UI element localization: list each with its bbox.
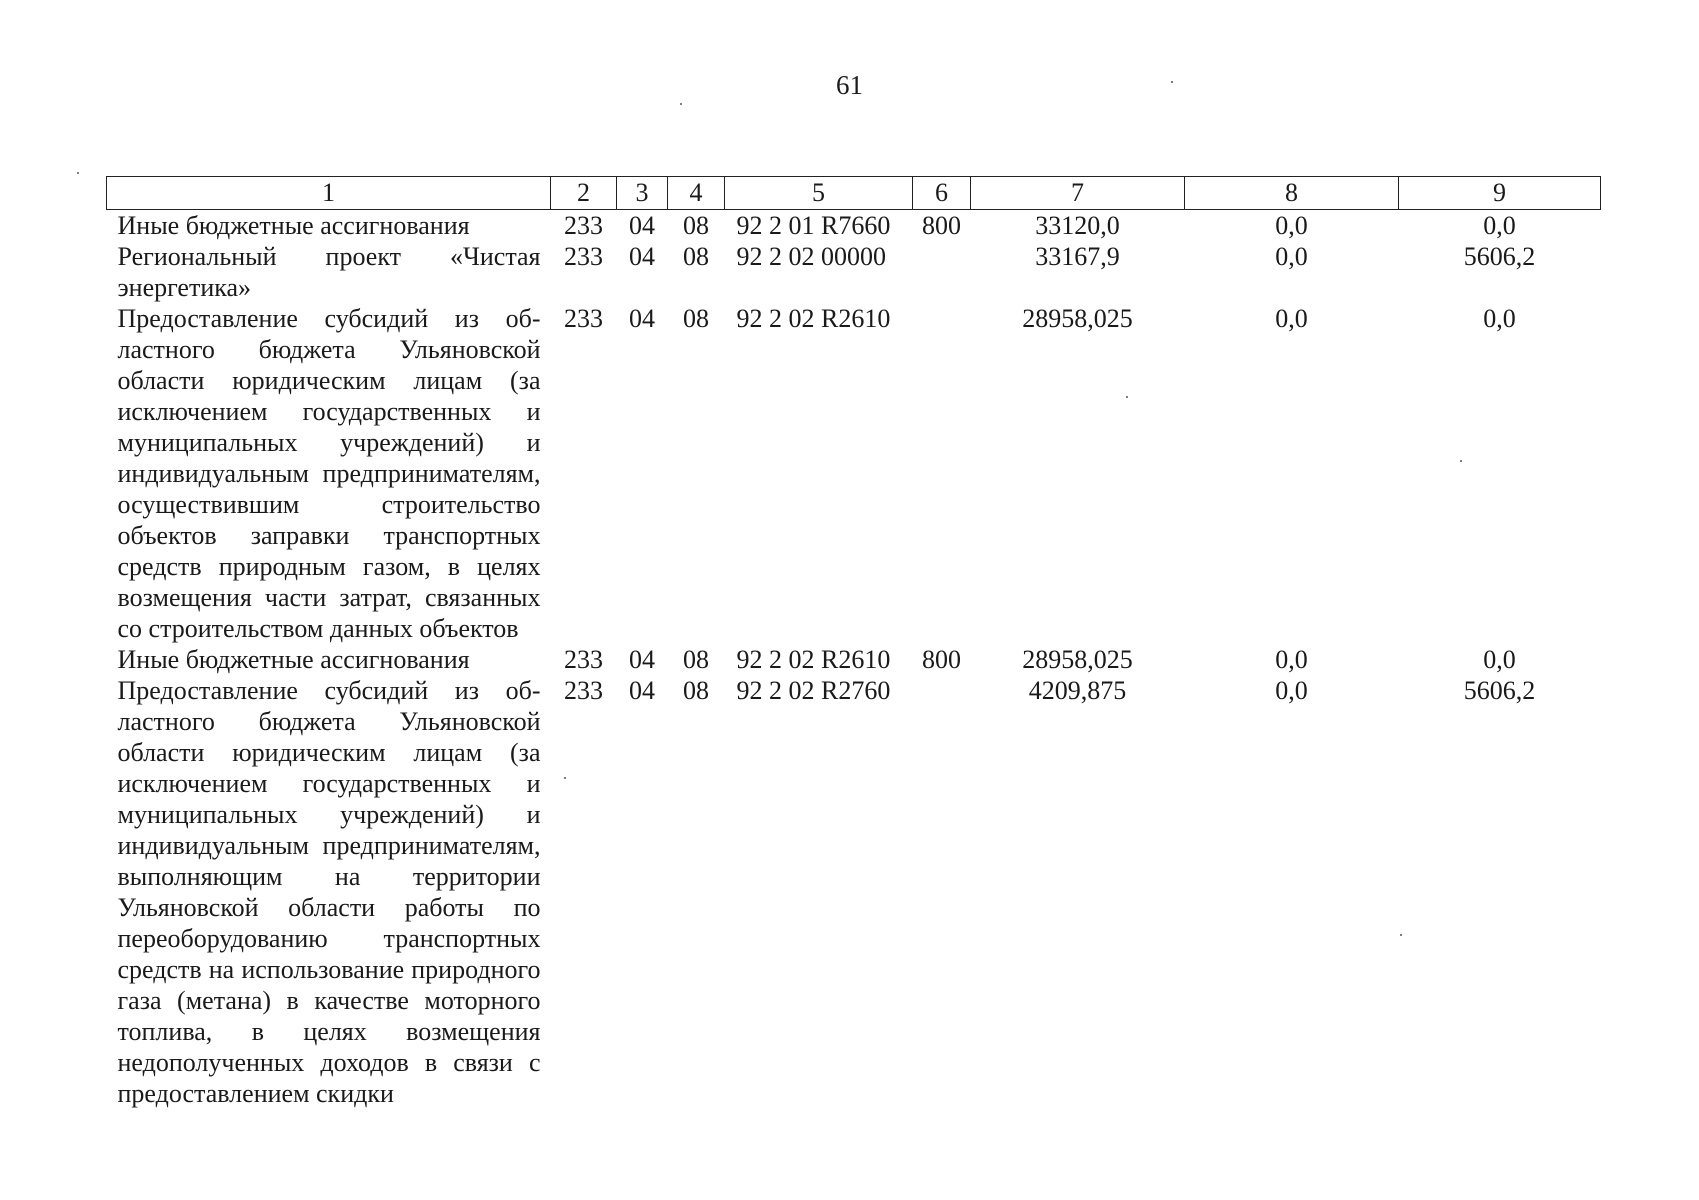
table-row [107, 644, 1601, 675]
cell-col-7: 4209,875 [1028, 676, 1127, 705]
row-description: Предоставление субсидий из областного бюджета Ульяновской области юридическим лицам (за исключением государственных и муниципальных учреждений) и индивидуальным предпринимателям, осуществившим строительство объектов заправки транспортных средств природным газом, в целях возмещения части затрат, связанных со строительством данных объектов [117, 304, 541, 643]
cell-col-8: 0,0 [1275, 211, 1308, 240]
cell-col-6 [913, 675, 971, 1109]
column-header-4: 4 [668, 177, 725, 210]
table-row [107, 241, 1601, 303]
cell-col-9: 5606,2 [1463, 676, 1536, 705]
column-header-1: 1 [107, 177, 551, 210]
cell-col-9: 0,0 [1483, 304, 1516, 333]
cell-col-8: 0,0 [1275, 676, 1308, 705]
cell-col-2: 233 [564, 211, 603, 240]
column-header-5: 5 [725, 177, 913, 210]
row-description: Иные бюджетные ассигнования [117, 645, 470, 674]
table-row [107, 303, 1601, 644]
cell-col-9: 5606,2 [1463, 242, 1536, 271]
cell-col-3: 04 [629, 211, 655, 240]
cell-col-4: 08 [683, 304, 709, 333]
budget-table [106, 176, 1601, 1109]
cell-col-4: 08 [683, 211, 709, 240]
cell-col-5: 92 2 02 R2610 [736, 304, 891, 333]
column-number-row [107, 177, 1601, 210]
page-number: 61 [836, 70, 863, 100]
scan-speck [1171, 81, 1173, 83]
cell-col-6: 800 [922, 211, 961, 240]
cell-col-7: 28958,025 [1022, 304, 1133, 333]
cell-col-2: 233 [564, 242, 603, 271]
cell-col-5: 92 2 02 R2610 [736, 645, 891, 674]
cell-col-2: 233 [564, 645, 603, 674]
cell-col-6: 800 [922, 645, 961, 674]
column-header-8: 8 [1185, 177, 1399, 210]
cell-col-7: 28958,025 [1022, 645, 1133, 674]
cell-col-9: 0,0 [1483, 645, 1516, 674]
cell-col-3: 04 [629, 676, 655, 705]
cell-col-5: 92 2 02 00000 [736, 242, 886, 271]
row-description: Иные бюджетные ассигнования [117, 211, 470, 240]
cell-col-5: 92 2 02 R2760 [736, 676, 891, 705]
row-description: Предоставление субсидий из областного бюджета Ульяновской области юридическим лицам (за исключением государственных и муниципальных учреждений) и индивидуальным предпринимателям, выполняющим на территории Ульяновской области работы по переоборудованию транспортных средств на использование природного газа (метана) в качестве моторного топлива, в целях возмещения недополученных доходов в связи с предоставлением скидки [117, 676, 541, 1108]
cell-col-7: 33167,9 [1035, 242, 1120, 271]
cell-col-4: 08 [683, 242, 709, 271]
column-header-7: 7 [971, 177, 1185, 210]
scan-speck [680, 103, 682, 105]
cell-col-5: 92 2 01 R7660 [736, 211, 891, 240]
scan-speck [77, 172, 79, 174]
column-header-2: 2 [551, 177, 617, 210]
cell-col-3: 04 [629, 645, 655, 674]
cell-col-8: 0,0 [1275, 242, 1308, 271]
cell-col-8: 0,0 [1275, 304, 1308, 333]
cell-col-2: 233 [564, 304, 603, 333]
cell-col-3: 04 [629, 242, 655, 271]
cell-col-6 [913, 241, 971, 303]
cell-col-8: 0,0 [1275, 645, 1308, 674]
row-description: Региональный проект «Чистая энергетика» [117, 242, 541, 302]
column-header-6: 6 [913, 177, 971, 210]
cell-col-9: 0,0 [1483, 211, 1516, 240]
table-row [107, 210, 1601, 242]
cell-col-4: 08 [683, 676, 709, 705]
cell-col-4: 08 [683, 645, 709, 674]
cell-col-6 [913, 303, 971, 644]
column-header-3: 3 [617, 177, 668, 210]
cell-col-2: 233 [564, 676, 603, 705]
cell-col-7: 33120,0 [1035, 211, 1120, 240]
cell-col-3: 04 [629, 304, 655, 333]
table-row [107, 675, 1601, 1109]
column-header-9: 9 [1399, 177, 1601, 210]
